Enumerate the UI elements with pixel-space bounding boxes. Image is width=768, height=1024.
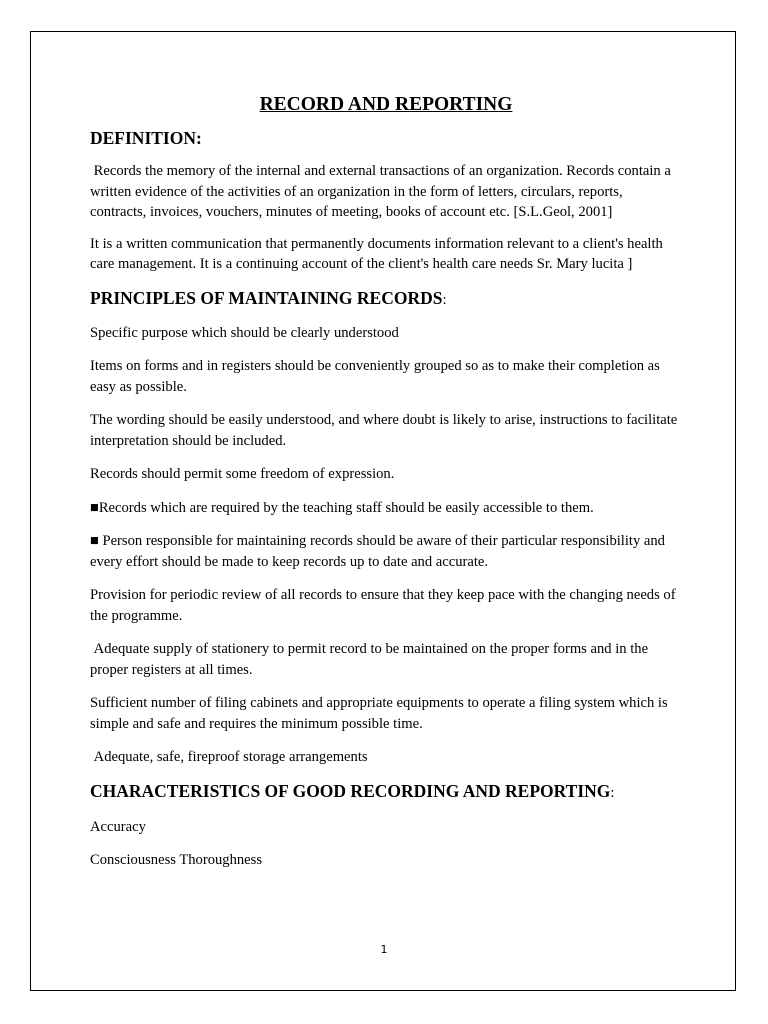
principle-item: The wording should be easily understood, and where doubt is likely to arise, instructions to facilitate interpretation should be included. [90,412,678,449]
principles-heading-text: PRINCIPLES OF MAINTAINING RECORDS [90,287,443,308]
section-heading-principles [90,288,682,310]
characteristics-heading-text: CHARACTERISTICS OF GOOD RECORDING AND REPORTING [90,780,611,801]
principle-item: ■Records which are required by the teaching staff should be easily accessible to them. [90,499,594,516]
characteristic-item: Accuracy [90,818,146,835]
principle-item: Records should permit some freedom of expression. [90,466,395,482]
definition-paragraph-1: Records the memory of the internal and external transactions of an organization. Records contain a written evidence of the activities of an organization in the form of letters, circulars, reports, contracts, invoices, vouchers, minutes of meeting, books of account etc. [S.L.Geol, 2001] [90,163,675,220]
characteristics-heading-colon: : [610,784,615,801]
principle-item: ■ Person responsible for maintaining records should be aware of their particular responsibility and every effort should be made to keep records up to date and accurate. [90,533,665,570]
document-body [90,94,682,871]
principles-heading-colon: : [442,291,447,308]
definition-paragraph-2: It is a written communication that permanently documents information relevant to a client's health care management. It is a continuing account of the client's health care needs Sr. Mary lucita ] [90,235,663,272]
principle-item: Adequate supply of stationery to permit record to be maintained on the proper forms and in the proper registers at all times. [90,641,652,678]
principle-item: Items on forms and in registers should be conveniently grouped so as to make their completion as easy as possible. [90,358,660,395]
principle-item: Specific purpose which should be clearly understood [90,324,399,341]
document-title: RECORD AND REPORTING [259,94,513,115]
page-number: 1 [380,943,388,956]
principle-item: Sufficient number of filing cabinets and appropriate equipments to operate a filing system which is simple and safe and requires the minimum possible time. [90,695,668,732]
characteristic-item: Consciousness Thoroughness [90,852,263,868]
section-heading-characteristics [90,781,682,803]
principle-item: Adequate, safe, fireproof storage arrangements [90,749,368,765]
principle-item: Provision for periodic review of all records to ensure that they keep pace with the changing needs of the programme. [90,587,676,624]
section-heading-definition: DEFINITION: [90,128,202,148]
